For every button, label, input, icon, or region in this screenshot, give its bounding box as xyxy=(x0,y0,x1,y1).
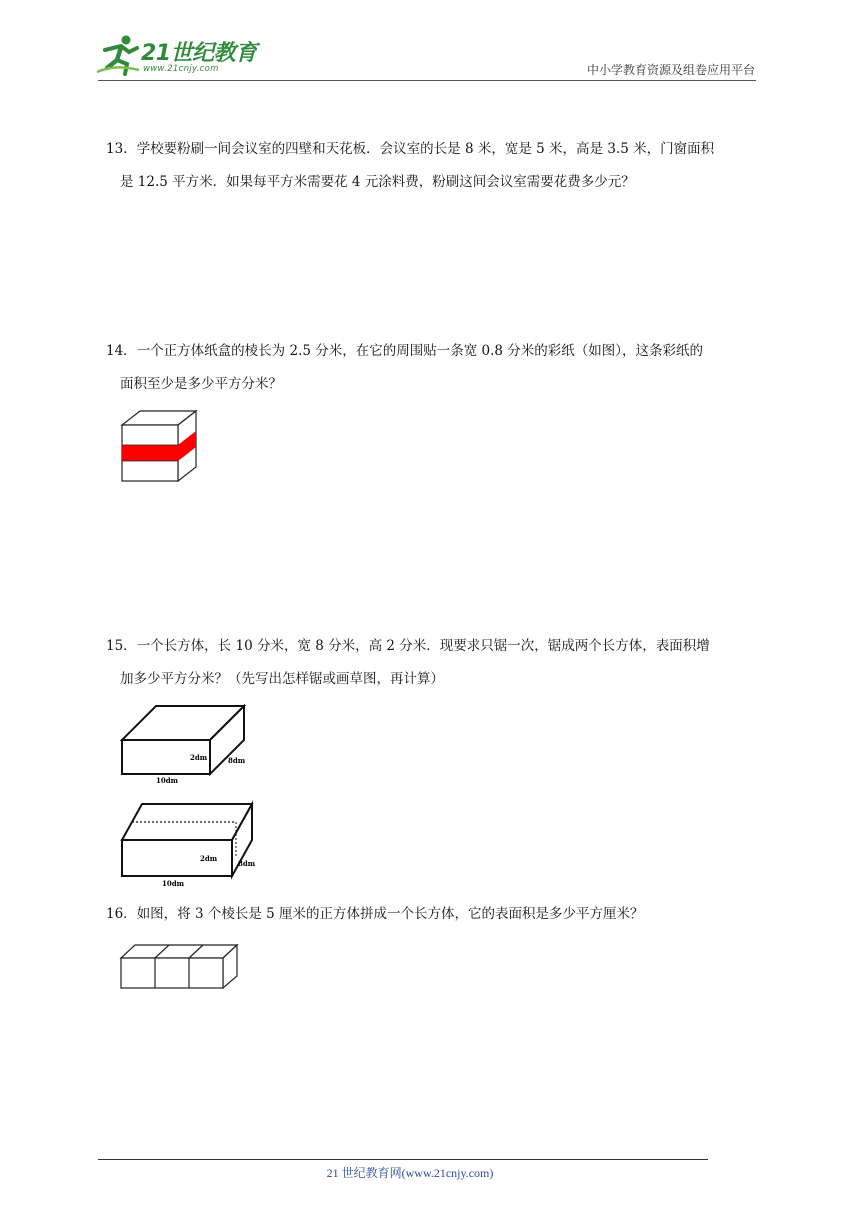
cuboid-figure-2 xyxy=(118,800,263,890)
question-number: 16． xyxy=(106,906,137,922)
question-text-line2: 是 12.5 平方米．如果每平方米需要花 4 元涂料费，粉刷这间会议室需要花费多少元？ xyxy=(120,174,635,190)
question-16 xyxy=(106,898,766,931)
footer-divider xyxy=(98,1159,708,1160)
question-number: 13． xyxy=(106,141,137,157)
question-15 xyxy=(106,630,766,696)
question-text-line1: 一个正方体纸盒的棱长为 2.5 分米，在它的周围贴一条宽 0.8 分米的彩纸（如图），这条彩纸的 xyxy=(136,343,704,359)
question-text-line1: 如图，将 3 个棱长是 5 厘米的正方体拼成一个长方体，它的表面积是多少平方厘米？ xyxy=(136,906,644,922)
fig2-width-label: 8dm xyxy=(238,859,256,868)
cuboid-figure-1 xyxy=(118,700,258,786)
question-text-line2: 加多少平方分米？（先写出怎样锯或画草图，再计算） xyxy=(120,671,444,687)
question-13 xyxy=(106,133,766,199)
fig2-length-label: 10dm xyxy=(162,879,185,888)
question-text-line1: 学校要粉刷一间会议室的四壁和天花板．会议室的长是 8 米，宽是 5 米，高是 3.5 米，门窗面积 xyxy=(136,141,715,157)
ribbon-front xyxy=(122,445,178,461)
question-14 xyxy=(106,335,766,401)
header-divider xyxy=(98,80,756,81)
header-platform-text: 中小学教育资源及组卷应用平台 xyxy=(586,63,755,77)
cube-with-ribbon-figure xyxy=(118,405,200,487)
logo-wordmark: 21世纪教育 xyxy=(141,41,257,66)
question-number: 15． xyxy=(106,638,137,654)
question-text-line2: 面积至少是多少平方分米？ xyxy=(120,376,282,392)
question-text-line1: 一个长方体，长 10 分米，宽 8 分米，高 2 分米．现要求只锯一次，锯成两个长方体，表面积增 xyxy=(136,638,710,654)
question-number: 14． xyxy=(106,343,137,359)
logo-url: www.21cnjy.com xyxy=(143,64,219,74)
three-cubes-figure xyxy=(118,942,242,992)
site-logo xyxy=(95,34,260,80)
runner-icon xyxy=(95,34,141,76)
footer xyxy=(0,1164,820,1181)
fig1-width-label: 8dm xyxy=(228,756,246,765)
fig1-height-label: 2dm xyxy=(190,753,208,762)
fig2-height-label: 2dm xyxy=(200,854,218,863)
footer-link[interactable]: 21 世纪教育网(www.21cnjy.com) xyxy=(326,1166,494,1180)
fig1-length-label: 10dm xyxy=(156,776,179,785)
